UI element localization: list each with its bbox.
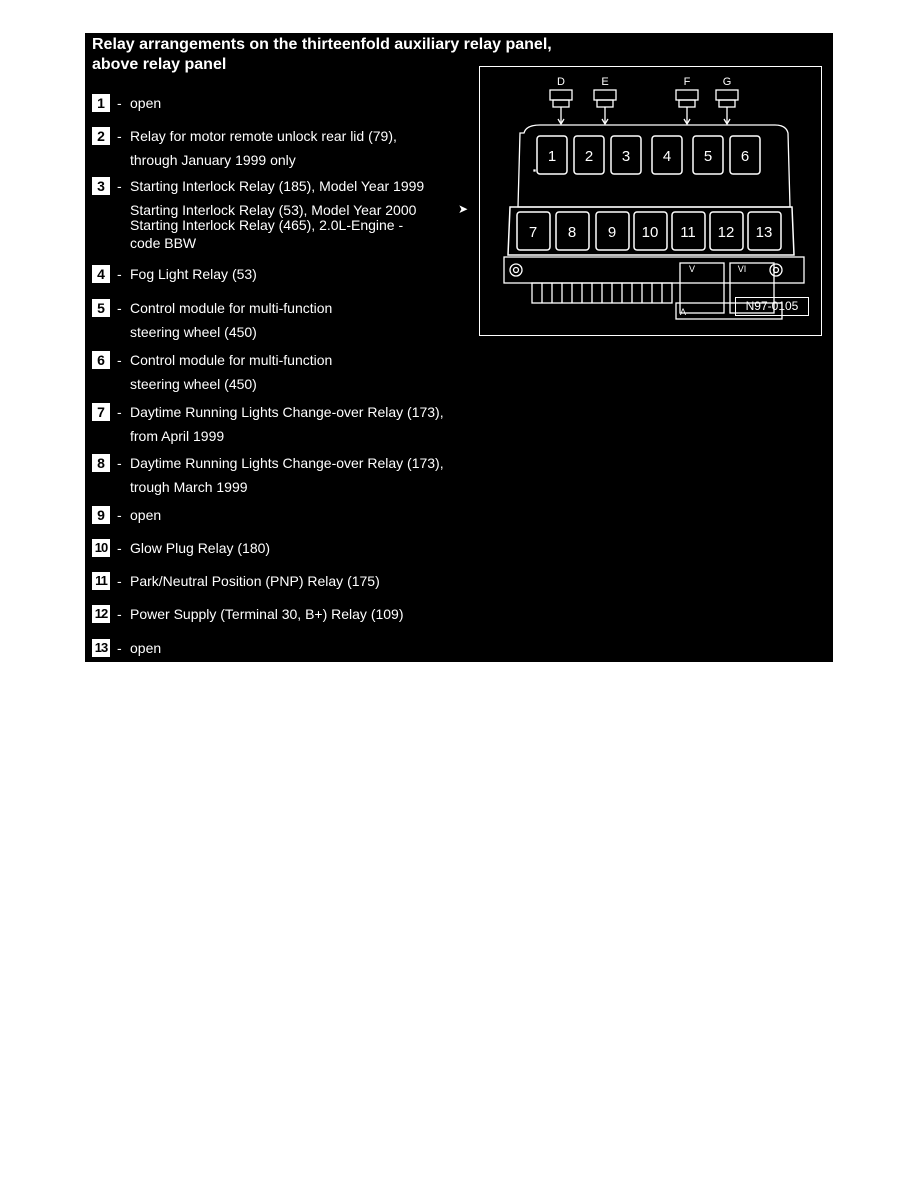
item-dash: - bbox=[117, 266, 122, 282]
item-dash: - bbox=[117, 540, 122, 556]
item-dash: - bbox=[117, 300, 122, 316]
item-dash: - bbox=[117, 640, 122, 656]
item-text-continued: through January 1999 only bbox=[130, 152, 296, 168]
item-text: Glow Plug Relay (180) bbox=[130, 540, 271, 556]
relay-label: 8 bbox=[567, 224, 577, 241]
item-text-continued: code BBW bbox=[130, 235, 197, 251]
item-text-continued: steering wheel (450) bbox=[130, 324, 257, 340]
item-dash: - bbox=[117, 128, 122, 144]
item-text: open bbox=[130, 95, 162, 111]
connector-label: G bbox=[722, 76, 732, 88]
mount-hole-right bbox=[770, 264, 782, 276]
relay-number-labels bbox=[529, 148, 773, 241]
title-line-1: Relay arrangements on the thirteenfold auxiliary relay panel, bbox=[92, 36, 552, 53]
relay-label: 12 bbox=[717, 224, 735, 241]
item-dash: - bbox=[117, 573, 122, 589]
base-strip bbox=[504, 257, 804, 283]
item-number-badge: 5 bbox=[92, 299, 110, 317]
connector-label: D bbox=[557, 76, 565, 88]
relay-label: 11 bbox=[680, 224, 696, 241]
connector-f bbox=[676, 90, 698, 124]
item-number-badge: 6 bbox=[92, 351, 110, 369]
item-text-continued: Starting Interlock Relay (465), 2.0L-Engine - bbox=[130, 217, 404, 233]
connector-g bbox=[716, 90, 738, 124]
item-text: Starting Interlock Relay (185), Model Year 1999 bbox=[130, 178, 425, 194]
connector-labels bbox=[557, 76, 731, 88]
item-dash: - bbox=[117, 404, 122, 420]
item-text-continued: steering wheel (450) bbox=[130, 376, 257, 392]
item-text: Power Supply (Terminal 30, B+) Relay (109) bbox=[130, 606, 404, 622]
relay-label: 3 bbox=[621, 148, 631, 165]
relay-label: 4 bbox=[662, 148, 672, 165]
item-number-badge: 2 bbox=[92, 127, 110, 145]
relay-label: 2 bbox=[584, 148, 594, 165]
item-text: Park/Neutral Position (PNP) Relay (175) bbox=[130, 573, 380, 589]
relay-label: 9 bbox=[607, 224, 617, 241]
item-text: Daytime Running Lights Change-over Relay (173), bbox=[130, 455, 444, 471]
relay-housing bbox=[518, 125, 790, 207]
item-dash: - bbox=[117, 606, 122, 622]
block-label: VI bbox=[737, 264, 747, 274]
relay-label: 10 bbox=[641, 224, 659, 241]
item-dash: - bbox=[117, 95, 122, 111]
mount-hole-left bbox=[510, 264, 522, 276]
connector-e bbox=[594, 90, 616, 124]
item-dash: - bbox=[117, 178, 122, 194]
item-text: Fog Light Relay (53) bbox=[130, 266, 257, 282]
relay-label: 13 bbox=[755, 224, 773, 241]
item-number-badge: 9 bbox=[92, 506, 110, 524]
item-dash: - bbox=[117, 507, 122, 523]
relay-label: 7 bbox=[528, 224, 538, 241]
item-number-badge: 4 bbox=[92, 265, 110, 283]
item-dash: - bbox=[117, 352, 122, 368]
connector-d bbox=[550, 90, 572, 124]
item-number-badge: 10 bbox=[92, 539, 110, 557]
item-text-continued: Starting Interlock Relay (53), Model Year 2000 bbox=[130, 202, 417, 218]
item-text: Daytime Running Lights Change-over Relay (173), bbox=[130, 404, 444, 420]
document-panel bbox=[85, 33, 833, 662]
connector-label: E bbox=[601, 76, 609, 88]
diagram-lines bbox=[504, 90, 804, 319]
item-number-badge: 8 bbox=[92, 454, 110, 472]
item-text: Control module for multi-function bbox=[130, 352, 333, 368]
item-dash: - bbox=[117, 455, 122, 471]
relay-label: 6 bbox=[740, 148, 750, 165]
relay-panel-diagram bbox=[479, 66, 822, 336]
item-number-badge: 13 bbox=[92, 639, 110, 657]
relay-label: 1 bbox=[547, 148, 557, 165]
item-text: Control module for multi-function bbox=[130, 300, 333, 316]
item-number-badge: 1 bbox=[92, 94, 110, 112]
item-text: Relay for motor remote unlock rear lid (79), bbox=[130, 128, 397, 144]
item-number-badge: 3 bbox=[92, 177, 110, 195]
item-text-continued: trough March 1999 bbox=[130, 479, 248, 495]
pointer-arrow-icon: ➤ bbox=[458, 202, 469, 216]
item-text-continued: from April 1999 bbox=[130, 428, 225, 444]
block-label: A bbox=[679, 307, 687, 317]
item-number-badge: 12 bbox=[92, 605, 110, 623]
figure-code: N97-0105 bbox=[735, 297, 809, 316]
relay-label: 5 bbox=[703, 148, 713, 165]
connector-block-v bbox=[680, 263, 724, 313]
item-text: open bbox=[130, 507, 162, 523]
item-number-badge: 11 bbox=[92, 572, 110, 590]
block-label: V bbox=[688, 264, 696, 274]
title-line-2: above relay panel bbox=[92, 56, 227, 73]
item-text: open bbox=[130, 640, 162, 656]
connector-label: F bbox=[683, 76, 691, 88]
item-number-badge: 7 bbox=[92, 403, 110, 421]
